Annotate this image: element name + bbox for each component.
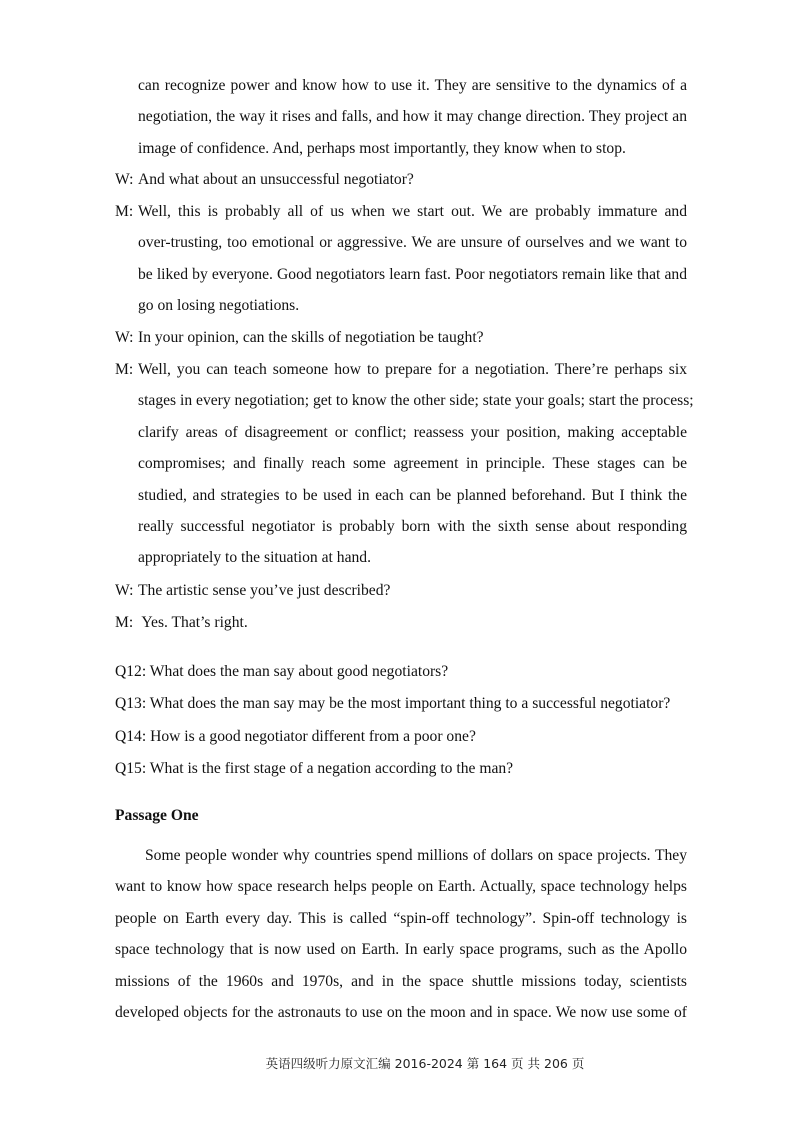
text-line: Well, this is probably all of us when we start out. We are probably immature and [138, 203, 687, 220]
dialogue-turn-woman [115, 164, 687, 195]
dialogue-turn-man [115, 196, 687, 322]
question-item: Q15: What is the first stage of a negation according to the man? [115, 760, 514, 778]
text-line: can recognize power and know how to use it. They are sensitive to the dynamics of a [138, 77, 687, 94]
text-line: Some people wonder why countries spend millions of dollars on space projects. They [145, 847, 687, 864]
text-line: space technology that is now used on Earth. In early space programs, such as the Apollo [115, 941, 687, 959]
text-line: go on losing negotiations. [138, 297, 300, 315]
text-line: In your opinion, can the skills of negotiation be taught? [138, 329, 484, 346]
text-line: compromises; and finally reach some agreement in principle. These stages can be [138, 455, 687, 473]
text-line: image of confidence. And, perhaps most importantly, they know when to stop. [138, 139, 626, 157]
speaker-label: W: [115, 329, 134, 346]
dialogue-turn-woman [115, 575, 687, 606]
text-line: Well, you can teach someone how to prepare for a negotiation. There’re perhaps six [138, 361, 687, 378]
speaker-label: W: [115, 171, 134, 188]
text-line: negotiation, the way it rises and falls, and how it may change direction. They project an [138, 108, 687, 126]
question-item: Q13: What does the man say may be the most important thing to a successful negotiator? [115, 695, 671, 713]
text-line: developed objects for the astronauts to use on the moon and in space. We now use some of [115, 1003, 687, 1021]
text-line: missions of the 1960s and 1970s, and in the space shuttle missions today, scientists [115, 972, 687, 990]
speaker-label: M: [115, 361, 134, 378]
text-line: really successful negotiator is probably born with the sixth sense about responding [138, 517, 687, 535]
speaker-label: M: [115, 203, 134, 220]
dialogue-turn-woman [115, 322, 687, 353]
text-line: appropriately to the situation at hand. [138, 549, 371, 567]
question-item: Q12: What does the man say about good negotiators? [115, 663, 449, 680]
dialogue-continuation [115, 70, 687, 164]
passage-section [115, 800, 687, 831]
speaker-label: W: [115, 582, 134, 599]
question-item: Q14: How is a good negotiator different from a poor one? [115, 727, 476, 745]
text-line: Yes. That’s right. [138, 614, 248, 631]
text-line: stages in every negotiation; get to know the other side; state your goals; start the process; [138, 392, 694, 410]
text-line: people on Earth every day. This is called “spin-off technology”. Spin-off technology is [115, 909, 687, 927]
text-line: The artistic sense you’ve just described? [138, 582, 391, 599]
page-footer: 英语四级听力原文汇编 2016-2024 第 164 页 共 206 页 [265, 1056, 585, 1071]
text-line: be liked by everyone. Good negotiators learn fast. Poor negotiators remain like that and [138, 265, 687, 283]
text-line: studied, and strategies to be used in each can be planned beforehand. But I think the [138, 486, 687, 504]
dialogue-turn-man [115, 354, 694, 574]
section-heading: Passage One [115, 807, 199, 824]
text-line: And what about an unsuccessful negotiator? [138, 171, 414, 188]
text-line: want to know how space research helps people on Earth. Actually, space technology helps [115, 878, 687, 896]
text-line: over-trusting, too emotional or aggressive. We are unsure of ourselves and we want to [138, 234, 687, 252]
dialogue-turn-man [115, 607, 687, 638]
text-line: clarify areas of disagreement or conflict; reassess your position, making acceptable [138, 423, 687, 441]
question-list [115, 656, 687, 785]
speaker-label: M: [115, 614, 134, 631]
passage-body [115, 840, 687, 1028]
